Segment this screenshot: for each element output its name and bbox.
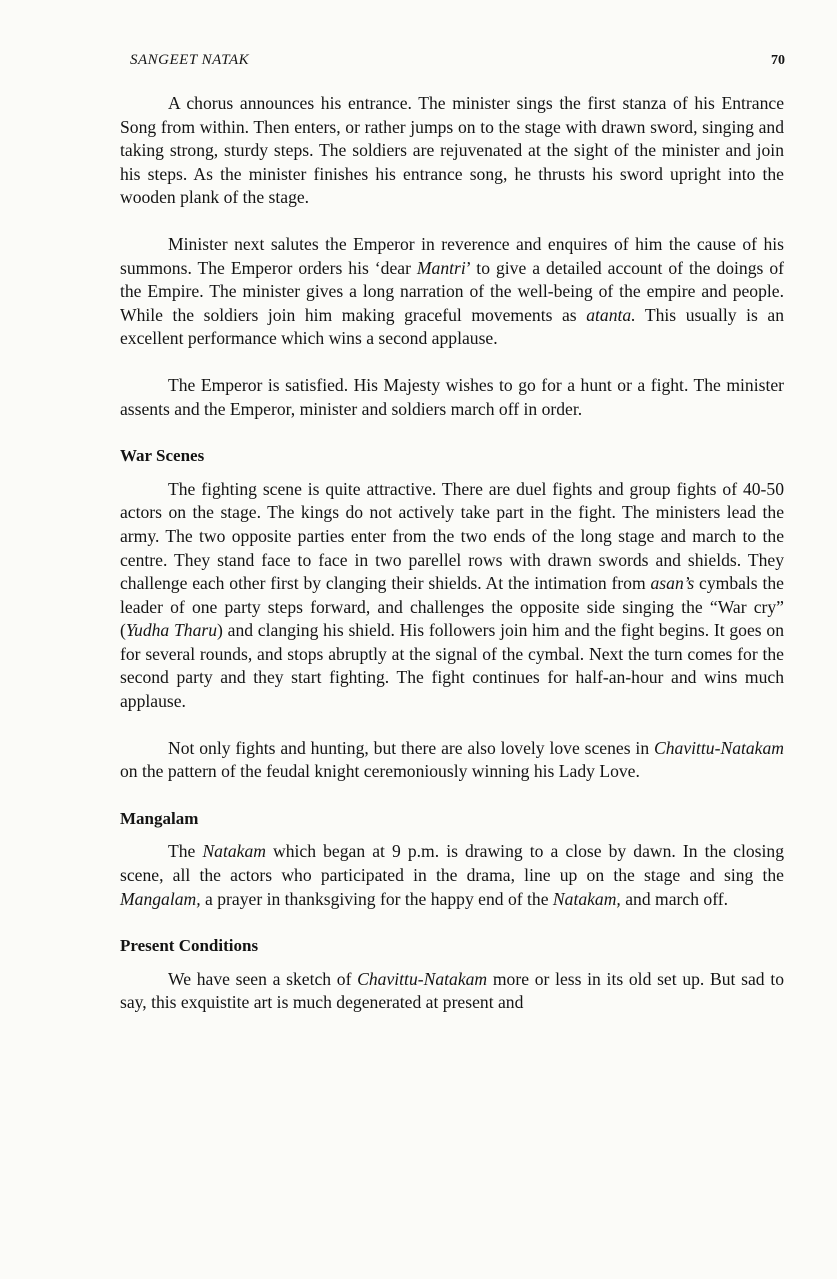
paragraph-love-scenes [120, 737, 784, 784]
text-run: ) and clanging his shield. His followers join him and the fight begins. It goes on for several rounds, and stops abruptly at the signal of the cymbal. Next the turn comes for the second party and they start fighting. The fight continues for half-an-hour and wins much applause. [120, 620, 784, 712]
paragraph-entrance: A chorus announces his entrance. The minister sings the first stanza of his Entrance Song from within. Then enters, or rather jumps on to the stage with drawn sword, singing and taking strong, sturdy steps. The soldiers are rejuvenated at the sight of the minister and join his steps. As the minister finishes his entrance song, he thrusts his sword upright into the wooden plank of the stage. [120, 93, 784, 208]
italic-term-yudha-tharu: Yudha Tharu [125, 620, 218, 641]
text-run: Minister next salutes the Emperor in reverence and enquires of him the cause of his summons. The Emperor orders his ‘dear [120, 233, 784, 278]
paragraph-minister-salutes [120, 233, 784, 351]
text-run: more or less in its old set up. But sad to say, this exquistite art is much degenerated at present and [120, 968, 784, 1013]
italic-term-chavittu-natakam: Chavittu-Natakam [654, 737, 784, 758]
text-run: cymbals the leader of one party steps forward, and challenges the opposite side singing the “War cry” ( [120, 573, 784, 641]
text-run: and march off. [620, 888, 728, 909]
section-heading-war-scenes: War Scenes [120, 446, 205, 466]
paragraph-mangalam [120, 840, 784, 911]
paragraph-emperor-satisfied: The Emperor is satisfied. His Majesty wishes to go for a hunt or a fight. The minister assents and the Emperor, minister and soldiers march off in order. [120, 374, 784, 419]
italic-term-mangalam: Mangalam, [120, 888, 201, 909]
text-run: The [168, 841, 203, 862]
italic-term-chavittu-natakam: Chavittu-Natakam [357, 968, 488, 989]
running-title: SANGEET NATAK [130, 52, 250, 68]
italic-term-natakam: Natakam [202, 841, 266, 862]
paragraph-present-conditions [120, 968, 784, 1015]
page-number: 70 [771, 53, 785, 68]
italic-term-natakam: Natakam, [552, 888, 621, 909]
section-heading-mangalam: Mangalam [120, 808, 199, 828]
section-heading-present-conditions: Present Conditions [120, 936, 259, 956]
text-run: on the pattern of the feudal knight ceremoniously winning his Lady Love. [120, 761, 640, 782]
italic-term-mantri: Mantri [416, 257, 466, 278]
text-run: We have seen a sketch of [168, 968, 358, 989]
paragraph-fighting-scene [120, 478, 784, 714]
page-body [120, 92, 784, 1038]
text-run: The fighting scene is quite attractive. There are duel fights and group fights of 40-50 actors on the stage. The kings do not actively take part in the fight. The ministers lead the army. The two opposite parties enter from the two ends of the long stage and march to the centre. They stand face to face in two parellel rows with drawn swords and shields. They challenge each other first by clanging their shields. At the intimation from [120, 478, 784, 594]
page-header [130, 52, 785, 74]
text-run: ’ to give a detailed account of the doings of the Empire. The minister gives a long narration of the well-being of the empire and people. While the soldiers join him making graceful movements as [120, 257, 784, 325]
italic-term-asans: asan’s [650, 573, 695, 594]
text-run: a prayer in thanksgiving for the happy end of the [200, 888, 553, 909]
italic-term-atanta: atanta. [586, 304, 636, 325]
text-run: which began at 9 p.m. is drawing to a close by dawn. In the closing scene, all the actors who participated in the drama, line up on the stage and sing the [120, 841, 784, 886]
text-run: Not only fights and hunting, but there are also lovely love scenes in [168, 737, 654, 758]
text-run: This usually is an excellent performance which wins a second applause. [120, 304, 785, 349]
